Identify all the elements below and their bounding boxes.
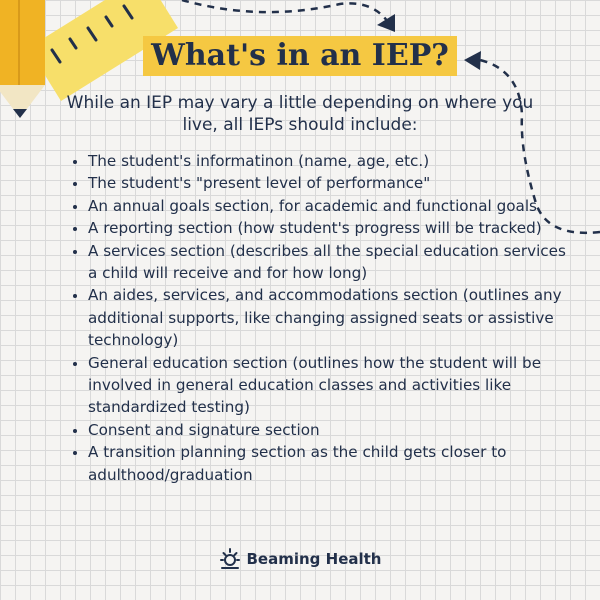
intro-text: While an IEP may vary a little depending on where you live, all IEPs should include:: [66, 93, 534, 135]
sun-icon: [219, 548, 241, 570]
page-title: What's in an IEP?: [143, 36, 457, 76]
list-item: • A transition planning section as the child gets closer to adulthood/graduation: [88, 441, 578, 486]
dashed-arrow-top: [182, 0, 395, 32]
list-item: • An annual goals section, for academic and functional goals: [88, 195, 578, 217]
list-item: • The student's informatinon (name, age, etc.): [88, 150, 578, 172]
list-item: • General education section (outlines how the student will be involved in general education classes and activities like standardized testing): [88, 352, 578, 419]
brand-footer: [0, 548, 600, 570]
list-item: • An aides, services, and accommodations section (outlines any additional supports, like changing assigned seats or assistive technology): [88, 284, 578, 351]
list-item: • The student's "present level of performance": [88, 172, 578, 194]
list-item: • A reporting section (how student's progress will be tracked): [88, 217, 578, 239]
list-item: • Consent and signature section: [88, 419, 578, 441]
iep-items-list: [68, 150, 578, 486]
brand-name: Beaming Health: [246, 550, 382, 568]
list-item: • A services section (describes all the special education services a child will receive and for how long): [88, 240, 578, 285]
title-wrapper: [0, 36, 600, 76]
